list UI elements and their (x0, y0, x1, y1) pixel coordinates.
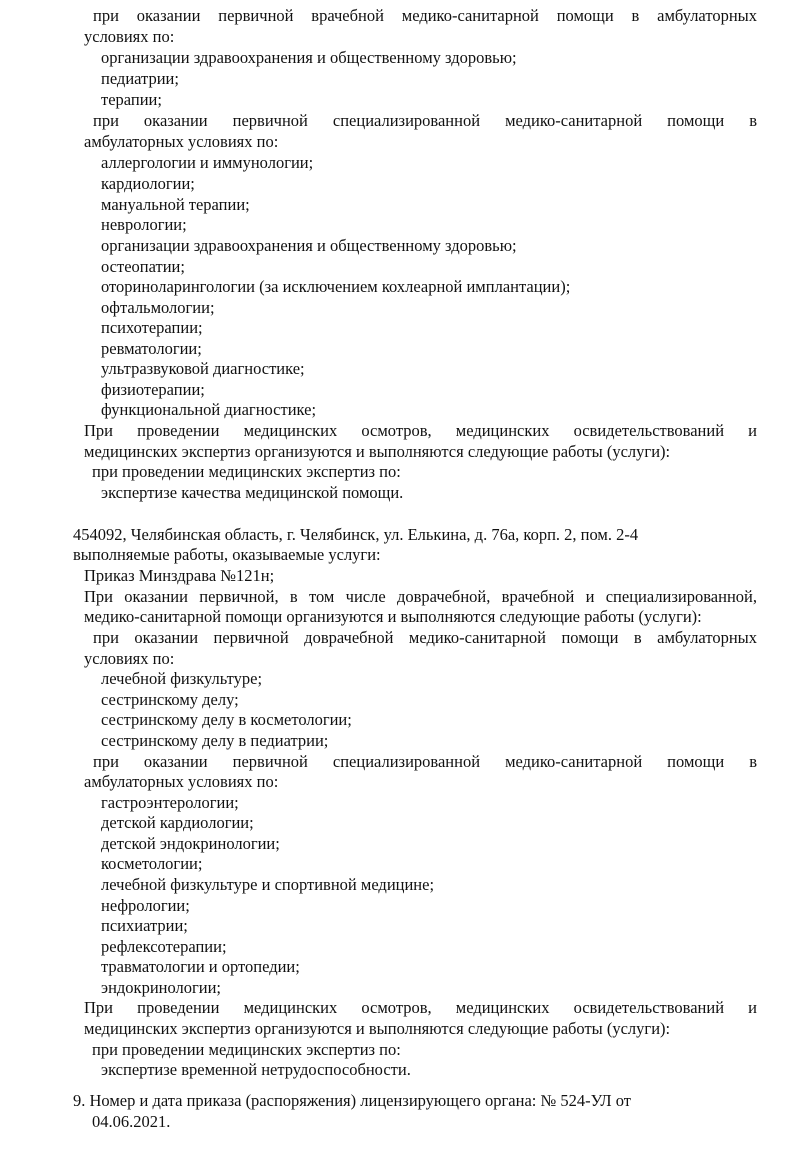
list-item: травматологии и ортопедии; (101, 957, 300, 976)
exams-line-2: медицинских экспертиз организуются и выполняются следующие работы (услуги): (84, 1019, 671, 1038)
prehospital-care-line-1: при оказании первичной доврачебной медико-санитарной помощи в амбулаторных (93, 628, 757, 647)
list-item: косметологии; (101, 854, 203, 873)
primary-care-line-2: условиях по: (84, 27, 175, 46)
list-item: эндокринологии; (101, 978, 222, 997)
list-item: педиатрии; (101, 69, 179, 88)
exams-line-1: При проведении медицинских осмотров, медицинских освидетельствований и (84, 421, 757, 440)
list-item: аллергологии и иммунологии; (101, 153, 314, 172)
list-item: рефлексотерапии; (101, 937, 227, 956)
list-item: ультразвуковой диагностике; (101, 359, 305, 378)
license-order-line-1: 9. Номер и дата приказа (распоряжения) лицензирующего органа: № 524-УЛ от (73, 1091, 631, 1110)
list-item: организации здравоохранения и общественному здоровью; (101, 48, 517, 67)
address: 454092, Челябинская область, г. Челябинск, ул. Елькина, д. 76а, корп. 2, пом. 2-4 (73, 525, 639, 544)
list-item: организации здравоохранения и общественному здоровью; (101, 236, 517, 255)
specialized-care-line-1: при оказании первичной специализированной медико-санитарной помощи в (93, 111, 757, 130)
list-item: лечебной физкультуре; (101, 669, 263, 688)
list-item: сестринскому делу в педиатрии; (101, 731, 329, 750)
list-item: сестринскому делу в косметологии; (101, 710, 352, 729)
exams-line-1: При проведении медицинских осмотров, медицинских освидетельствований и (84, 998, 757, 1017)
list-item: мануальной терапии; (101, 195, 250, 214)
list-item: экспертизе качества медицинской помощи. (101, 483, 404, 502)
list-item: терапии; (101, 90, 162, 109)
list-item: офтальмологии; (101, 298, 215, 317)
prehospital-care-line-2: условиях по: (84, 649, 175, 668)
specialized-care-line-2: амбулаторных условиях по: (84, 132, 279, 151)
specialized-care-line-1: при оказании первичной специализированной медико-санитарной помощи в (93, 752, 757, 771)
list-item: лечебной физкультуре и спортивной медицине; (101, 875, 435, 894)
works-heading: выполняемые работы, оказываемые услуги: (73, 545, 381, 564)
list-item: гастроэнтерологии; (101, 793, 239, 812)
list-item: кардиологии; (101, 174, 195, 193)
expertise-heading: при проведении медицинских экспертиз по: (92, 462, 401, 481)
list-item: оториноларингологии (за исключением кохлеарной имплантации); (101, 277, 571, 296)
list-item: детской кардиологии; (101, 813, 254, 832)
exams-line-2: медицинских экспертиз организуются и выполняются следующие работы (услуги): (84, 442, 671, 461)
list-item: психиатрии; (101, 916, 188, 935)
list-item: физиотерапии; (101, 380, 205, 399)
list-item: ревматологии; (101, 339, 202, 358)
specialized-care-line-2: амбулаторных условиях по: (84, 772, 279, 791)
list-item: неврологии; (101, 215, 187, 234)
list-item: остеопатии; (101, 257, 185, 276)
list-item: экспертизе временной нетрудоспособности. (101, 1060, 411, 1079)
primary-care-line-1: при оказании первичной врачебной медико-санитарной помощи в амбулаторных (93, 6, 757, 25)
provision-line-2: медико-санитарной помощи организуются и выполняются следующие работы (услуги): (84, 607, 702, 626)
provision-line-1: При оказании первичной, в том числе доврачебной, врачебной и специализированной, (84, 587, 757, 606)
list-item: функциональной диагностике; (101, 400, 317, 419)
list-item: детской эндокринологии; (101, 834, 280, 853)
license-order-line-2: 04.06.2021. (92, 1112, 171, 1131)
list-item: нефрологии; (101, 896, 190, 915)
list-item: психотерапии; (101, 318, 203, 337)
expertise-heading: при проведении медицинских экспертиз по: (92, 1040, 401, 1059)
list-item: сестринскому делу; (101, 690, 239, 709)
order-reference: Приказ Минздрава №121н; (84, 566, 275, 585)
